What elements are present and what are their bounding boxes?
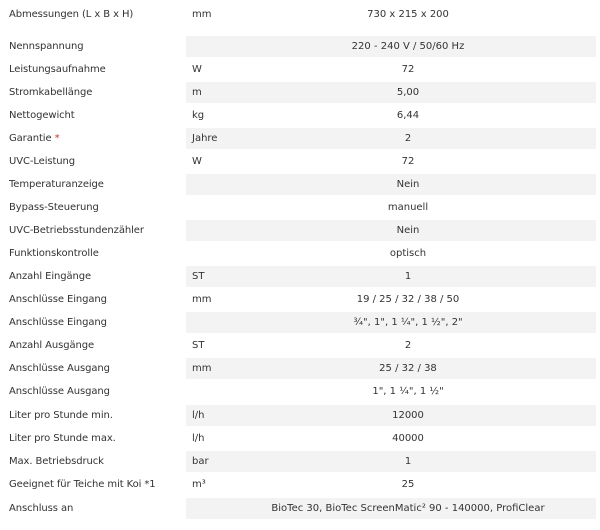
spec-unit: kg	[192, 110, 205, 121]
spec-label: Geeignet für Teiche mit Koi *1	[9, 479, 156, 490]
spec-value: BioTec 30, BioTec ScreenMatic² 90 - 140000, ProfiClear	[271, 503, 545, 514]
spec-row	[0, 35, 600, 58]
spec-value: 1	[404, 456, 412, 467]
spec-row	[0, 404, 600, 427]
spec-value: manuell	[387, 202, 429, 213]
spec-row	[0, 265, 600, 288]
spec-label: Stromkabellänge	[9, 87, 93, 98]
spec-value: 25 / 32 / 38	[379, 363, 437, 374]
spec-row	[0, 196, 600, 219]
spec-label: Anschlüsse Ausgang	[9, 363, 110, 374]
spec-row	[0, 150, 600, 173]
spec-value: Nein	[396, 179, 420, 190]
spec-label: Bypass-Steuerung	[9, 202, 99, 213]
spec-label: Anschlüsse Ausgang	[9, 386, 110, 397]
spec-value: 12000	[392, 410, 424, 421]
spec-label: Max. Betriebsdruck	[9, 456, 104, 467]
spec-unit: mm	[192, 294, 212, 305]
spec-label: Leistungsaufnahme	[9, 64, 106, 75]
spec-row	[0, 450, 600, 473]
spec-value: 40000	[392, 433, 424, 444]
spec-row	[0, 219, 600, 242]
spec-value: 19 / 25 / 32 / 38 / 50	[356, 294, 460, 305]
spec-label: Liter pro Stunde max.	[9, 433, 116, 444]
spec-row	[0, 81, 600, 104]
spec-unit: W	[192, 64, 202, 75]
spec-value: Nein	[396, 225, 420, 236]
spec-label: Anschlüsse Eingang	[9, 317, 107, 328]
spec-label: Nennspannung	[9, 41, 84, 52]
spec-unit: bar	[192, 456, 209, 467]
spec-unit: mm	[192, 9, 212, 20]
spec-label: UVC-Leistung	[9, 156, 76, 167]
spec-value: 5,00	[396, 87, 420, 98]
spec-unit: ST	[192, 271, 205, 282]
spec-label: Liter pro Stunde min.	[9, 410, 113, 421]
spec-unit: m³	[192, 479, 206, 490]
spec-unit: Jahre	[192, 133, 218, 144]
spec-value: 2	[404, 340, 412, 351]
spec-value: 6,44	[396, 110, 420, 121]
spec-unit: W	[192, 156, 202, 167]
spec-label: Nettogewicht	[9, 110, 75, 121]
spec-unit: ST	[192, 340, 205, 351]
spec-label: Anzahl Eingänge	[9, 271, 92, 282]
spec-row	[0, 357, 600, 380]
spec-row	[0, 497, 600, 520]
spec-row	[0, 242, 600, 265]
spec-label: Funktionskontrolle	[9, 248, 99, 259]
footnote-asterisk: *	[54, 133, 60, 144]
spec-value: optisch	[389, 248, 427, 259]
spec-value: 72	[401, 156, 415, 167]
spec-row	[0, 58, 600, 81]
spec-row	[0, 427, 600, 450]
spec-row	[0, 473, 600, 496]
spec-value: 220 - 240 V / 50/60 Hz	[351, 41, 465, 52]
spec-row	[0, 288, 600, 311]
spec-value: 72	[401, 64, 415, 75]
spec-label: Abmessungen (L x B x H)	[9, 9, 134, 20]
spec-label: Anschlüsse Eingang	[9, 294, 107, 305]
spec-label: Anzahl Ausgänge	[9, 340, 95, 351]
spec-unit: l/h	[192, 433, 205, 444]
spec-row	[0, 311, 600, 334]
spec-row	[0, 3, 600, 26]
spec-unit: l/h	[192, 410, 205, 421]
spec-label: Anschluss an	[9, 503, 74, 514]
spec-row	[0, 173, 600, 196]
spec-unit: mm	[192, 363, 212, 374]
spec-value: ¾", 1", 1 ¼", 1 ½", 2"	[353, 317, 463, 328]
spec-row	[0, 334, 600, 357]
spec-row	[0, 127, 600, 150]
spec-value: 25	[401, 479, 415, 490]
spec-unit: m	[192, 87, 202, 98]
spec-value: 730 x 215 x 200	[367, 9, 449, 20]
spec-label: Temperaturanzeige	[9, 179, 104, 190]
spec-value: 2	[404, 133, 412, 144]
spec-row	[0, 104, 600, 127]
spec-label: UVC-Betriebsstundenzähler	[9, 225, 144, 236]
spec-value: 1", 1 ¼", 1 ½"	[372, 386, 444, 397]
spec-row	[0, 380, 600, 403]
spec-label	[9, 127, 60, 150]
spec-label-text: Garantie	[9, 133, 52, 144]
spec-value: 1	[404, 271, 412, 282]
